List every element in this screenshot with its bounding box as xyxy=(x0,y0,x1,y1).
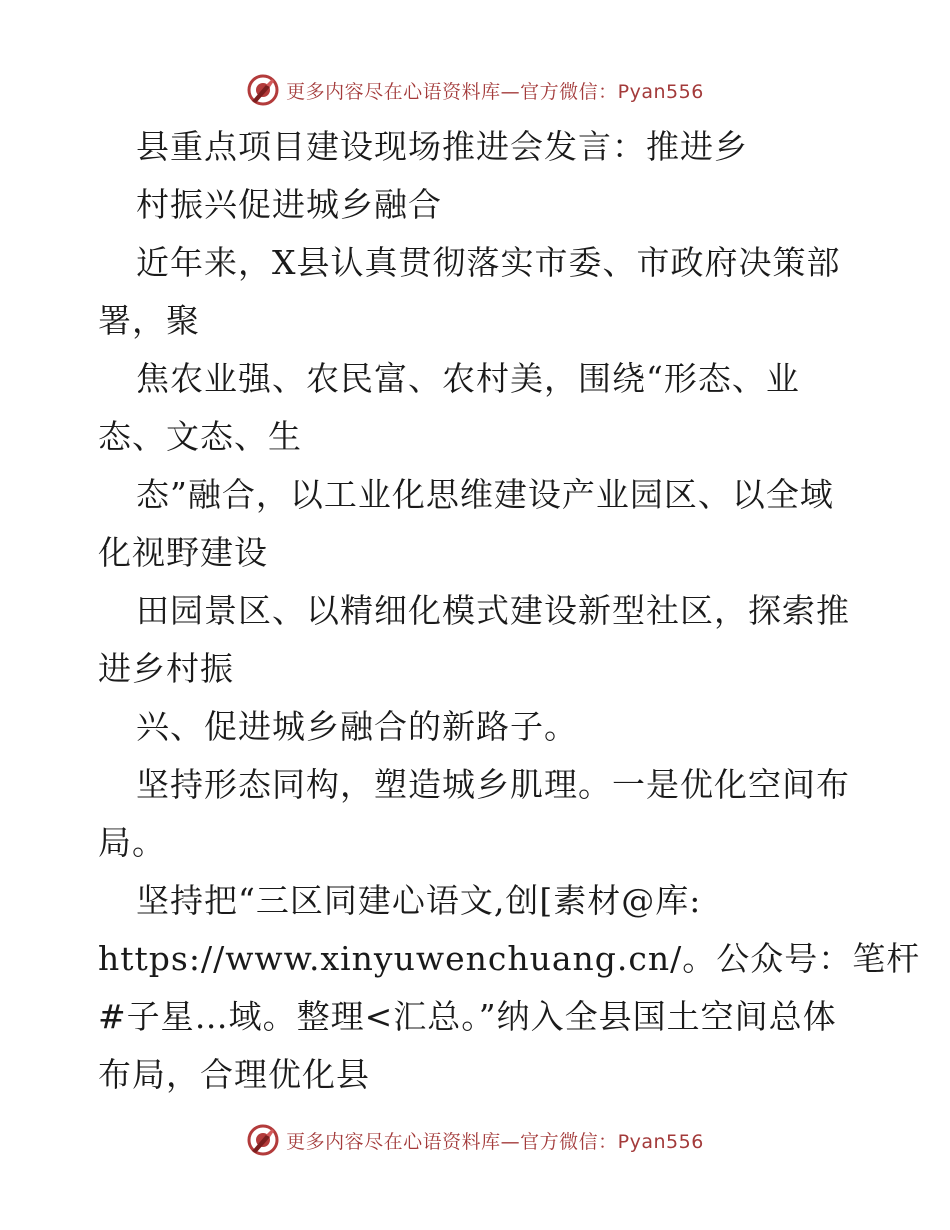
paragraph-line: 态”融合，以工业化思维建设产业园区、以全域 xyxy=(136,475,834,514)
title-line-1: 县重点项目建设现场推进会发言：推进乡 xyxy=(136,127,748,166)
title-line-2: 村振兴促进城乡融合 xyxy=(136,185,442,224)
paragraph-line: 兴、促进城乡融合的新路子。 xyxy=(136,707,578,746)
paragraph-line: 坚持把“三区同建心语文,创[素材@库: xyxy=(136,881,702,920)
paragraph-line: 进乡村振 xyxy=(98,649,234,688)
watermark-text: 更多内容尽在心语资料库—官方微信：Pyan556 xyxy=(286,80,704,103)
pen-logo-icon xyxy=(246,1123,280,1157)
paragraph-line: 坚持形态同构，塑造城乡肌理。一是优化空间布 xyxy=(136,765,850,804)
paragraph-line: 焦农业强、农民富、农村美，围绕“形态、业 xyxy=(136,359,800,398)
paragraph-line: 近年来，X县认真贯彻落实市委、市政府决策部 xyxy=(136,243,841,282)
document-body xyxy=(98,118,921,1104)
paragraph-line: 态、文态、生 xyxy=(98,417,302,456)
paragraph-line: 田园景区、以精细化模式建设新型社区，探索推 xyxy=(136,591,850,630)
header-watermark-banner xyxy=(0,70,950,110)
watermark-text: 更多内容尽在心语资料库—官方微信：Pyan556 xyxy=(286,1130,704,1153)
pen-logo-icon xyxy=(246,73,280,107)
paragraph-line: 局。 xyxy=(98,823,166,862)
paragraph-line: 署，聚 xyxy=(98,301,200,340)
paragraph-line: 布局，合理优化县 xyxy=(98,1055,370,1094)
paragraph-line: #子星…域。整理<汇总。”纳入全县国土空间总体 xyxy=(98,997,837,1036)
paragraph-line: https://www.xinyuwenchuang.cn/。公众号：笔杆 xyxy=(98,939,921,978)
footer-watermark-banner xyxy=(0,1120,950,1160)
paragraph-line: 化视野建设 xyxy=(98,533,268,572)
